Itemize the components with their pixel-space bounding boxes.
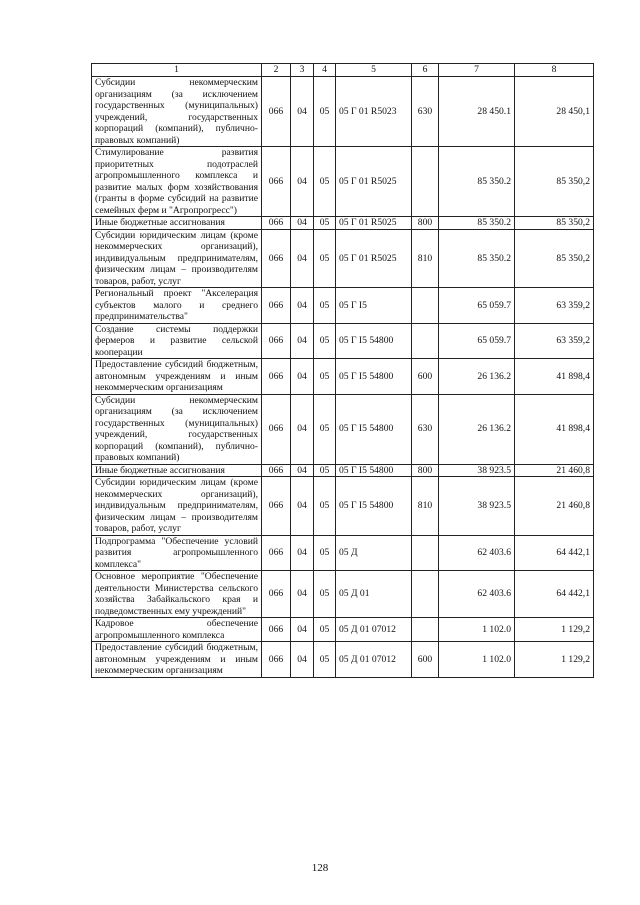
section-code-cell: 04 <box>291 394 314 464</box>
item-name-cell: Субсидии некоммерческим организациям (за исключением государственных (муниципальных) учреждений, государственных корпораций (компаний), публично-правовых компаний) <box>92 394 262 464</box>
target-article-cell: 05 Г I5 54800 <box>336 323 412 359</box>
column-header: 8 <box>515 64 594 77</box>
table-row <box>92 535 594 571</box>
ministry-code-cell: 066 <box>262 147 291 217</box>
expense-type-cell: 810 <box>412 229 439 288</box>
expense-type-cell: 630 <box>412 394 439 464</box>
amount-year-2-cell: 1 129,2 <box>515 642 594 678</box>
amount-year-2-cell: 28 450,1 <box>515 77 594 147</box>
amount-year-2-cell: 64 442,1 <box>515 571 594 618</box>
table-row <box>92 229 594 288</box>
amount-year-2-cell: 63 359,2 <box>515 323 594 359</box>
page-number: 128 <box>311 862 329 874</box>
section-code-cell: 04 <box>291 618 314 642</box>
section-code-cell: 04 <box>291 217 314 230</box>
ministry-code-cell: 066 <box>262 229 291 288</box>
amount-year-1-cell: 38 923.5 <box>439 477 515 536</box>
subsection-code-cell: 05 <box>314 394 336 464</box>
ministry-code-cell: 066 <box>262 535 291 571</box>
item-name-cell: Субсидии юридическим лицам (кроме некоммерческих организаций), индивидуальным предпринимателям, физическим лицам – производителям товаров, работ, услуг <box>92 229 262 288</box>
table-row <box>92 642 594 678</box>
column-header: 3 <box>291 64 314 77</box>
expense-type-cell: 600 <box>412 642 439 678</box>
amount-year-1-cell: 1 102.0 <box>439 642 515 678</box>
table-row <box>92 618 594 642</box>
ministry-code-cell: 066 <box>262 394 291 464</box>
target-article-cell: 05 Г I5 54800 <box>336 477 412 536</box>
table-row <box>92 288 594 324</box>
ministry-code-cell: 066 <box>262 288 291 324</box>
amount-year-2-cell: 64 442,1 <box>515 535 594 571</box>
table-row <box>92 464 594 477</box>
expense-type-cell: 630 <box>412 77 439 147</box>
amount-year-1-cell: 62 403.6 <box>439 571 515 618</box>
table-row <box>92 217 594 230</box>
column-header: 1 <box>92 64 262 77</box>
column-header: 7 <box>439 64 515 77</box>
item-name-cell: Стимулирование развития приоритетных подотраслей агропромышленного комплекса и развитие малых форм хозяйствования (гранты в форме субсидий на развитие семейных ферм и "Агропрогресс") <box>92 147 262 217</box>
table-row <box>92 77 594 147</box>
table-row <box>92 571 594 618</box>
amount-year-1-cell: 85 350.2 <box>439 229 515 288</box>
subsection-code-cell: 05 <box>314 535 336 571</box>
table-body <box>92 77 594 678</box>
section-code-cell: 04 <box>291 535 314 571</box>
subsection-code-cell: 05 <box>314 464 336 477</box>
column-header: 4 <box>314 64 336 77</box>
amount-year-2-cell: 85 350,2 <box>515 147 594 217</box>
amount-year-1-cell: 28 450.1 <box>439 77 515 147</box>
amount-year-1-cell: 85 350.2 <box>439 147 515 217</box>
amount-year-2-cell: 41 898,4 <box>515 394 594 464</box>
target-article-cell: 05 Г 01 R5025 <box>336 217 412 230</box>
ministry-code-cell: 066 <box>262 323 291 359</box>
subsection-code-cell: 05 <box>314 147 336 217</box>
target-article-cell: 05 Г I5 54800 <box>336 394 412 464</box>
section-code-cell: 04 <box>291 642 314 678</box>
item-name-cell: Субсидии некоммерческим организациям (за исключением государственных (муниципальных) учреждений, государственных корпораций (компаний), публично-правовых компаний) <box>92 77 262 147</box>
ministry-code-cell: 066 <box>262 359 291 395</box>
subsection-code-cell: 05 <box>314 477 336 536</box>
expense-type-cell: 800 <box>412 217 439 230</box>
expense-type-cell <box>412 323 439 359</box>
ministry-code-cell: 066 <box>262 477 291 536</box>
subsection-code-cell: 05 <box>314 571 336 618</box>
amount-year-1-cell: 26 136.2 <box>439 394 515 464</box>
amount-year-2-cell: 85 350,2 <box>515 229 594 288</box>
section-code-cell: 04 <box>291 359 314 395</box>
expense-type-cell: 810 <box>412 477 439 536</box>
item-name-cell: Основное мероприятие "Обеспечение деятельности Министерства сельского хозяйства Забайкальского края и подведомственных ему учреждений" <box>92 571 262 618</box>
target-article-cell: 05 Д 01 07012 <box>336 618 412 642</box>
expense-type-cell <box>412 147 439 217</box>
subsection-code-cell: 05 <box>314 217 336 230</box>
subsection-code-cell: 05 <box>314 323 336 359</box>
amount-year-2-cell: 41 898,4 <box>515 359 594 395</box>
table-header-row <box>92 64 594 77</box>
subsection-code-cell: 05 <box>314 618 336 642</box>
ministry-code-cell: 066 <box>262 571 291 618</box>
target-article-cell: 05 Г I5 <box>336 288 412 324</box>
target-article-cell: 05 Г 01 R5025 <box>336 229 412 288</box>
amount-year-1-cell: 26 136.2 <box>439 359 515 395</box>
amount-year-1-cell: 65 059.7 <box>439 288 515 324</box>
item-name-cell: Предоставление субсидий бюджетным, автономным учреждениям и иным некоммерческим организациям <box>92 359 262 395</box>
ministry-code-cell: 066 <box>262 464 291 477</box>
target-article-cell: 05 Г I5 54800 <box>336 464 412 477</box>
target-article-cell: 05 Г 01 R5023 <box>336 77 412 147</box>
target-article-cell: 05 Д 01 07012 <box>336 642 412 678</box>
subsection-code-cell: 05 <box>314 229 336 288</box>
section-code-cell: 04 <box>291 229 314 288</box>
subsection-code-cell: 05 <box>314 77 336 147</box>
target-article-cell: 05 Д 01 <box>336 571 412 618</box>
section-code-cell: 04 <box>291 323 314 359</box>
subsection-code-cell: 05 <box>314 288 336 324</box>
amount-year-2-cell: 85 350,2 <box>515 217 594 230</box>
item-name-cell: Иные бюджетные ассигнования <box>92 464 262 477</box>
expense-type-cell <box>412 288 439 324</box>
subsection-code-cell: 05 <box>314 359 336 395</box>
section-code-cell: 04 <box>291 77 314 147</box>
amount-year-1-cell: 62 403.6 <box>439 535 515 571</box>
item-name-cell: Кадровое обеспечение агропромышленного комплекса <box>92 618 262 642</box>
item-name-cell: Предоставление субсидий бюджетным, автономным учреждениям и иным некоммерческим организациям <box>92 642 262 678</box>
table-row <box>92 477 594 536</box>
amount-year-1-cell: 65 059.7 <box>439 323 515 359</box>
item-name-cell: Иные бюджетные ассигнования <box>92 217 262 230</box>
expense-type-cell <box>412 618 439 642</box>
column-header: 5 <box>336 64 412 77</box>
amount-year-2-cell: 63 359,2 <box>515 288 594 324</box>
item-name-cell: Региональный проект "Акселерация субъектов малого и среднего предпринимательства" <box>92 288 262 324</box>
amount-year-1-cell: 1 102.0 <box>439 618 515 642</box>
table-row <box>92 394 594 464</box>
target-article-cell: 05 Д <box>336 535 412 571</box>
table-row <box>92 323 594 359</box>
section-code-cell: 04 <box>291 147 314 217</box>
target-article-cell: 05 Г I5 54800 <box>336 359 412 395</box>
ministry-code-cell: 066 <box>262 77 291 147</box>
section-code-cell: 04 <box>291 571 314 618</box>
budget-table <box>91 63 594 678</box>
section-code-cell: 04 <box>291 464 314 477</box>
ministry-code-cell: 066 <box>262 642 291 678</box>
column-header: 2 <box>262 64 291 77</box>
table-row <box>92 147 594 217</box>
ministry-code-cell: 066 <box>262 217 291 230</box>
amount-year-2-cell: 21 460,8 <box>515 477 594 536</box>
target-article-cell: 05 Г 01 R5025 <box>336 147 412 217</box>
item-name-cell: Подпрограмма "Обеспечение условий развития агропромышленного комплекса" <box>92 535 262 571</box>
table-row <box>92 359 594 395</box>
column-header: 6 <box>412 64 439 77</box>
amount-year-1-cell: 85 350.2 <box>439 217 515 230</box>
subsection-code-cell: 05 <box>314 642 336 678</box>
item-name-cell: Субсидии юридическим лицам (кроме некоммерческих организаций), индивидуальным предпринимателям, физическим лицам – производителям товаров, работ, услуг <box>92 477 262 536</box>
section-code-cell: 04 <box>291 288 314 324</box>
ministry-code-cell: 066 <box>262 618 291 642</box>
item-name-cell: Создание системы поддержки фермеров и развитие сельской кооперации <box>92 323 262 359</box>
amount-year-2-cell: 21 460,8 <box>515 464 594 477</box>
amount-year-2-cell: 1 129,2 <box>515 618 594 642</box>
expense-type-cell: 800 <box>412 464 439 477</box>
section-code-cell: 04 <box>291 477 314 536</box>
expense-type-cell: 600 <box>412 359 439 395</box>
expense-type-cell <box>412 535 439 571</box>
expense-type-cell <box>412 571 439 618</box>
amount-year-1-cell: 38 923.5 <box>439 464 515 477</box>
